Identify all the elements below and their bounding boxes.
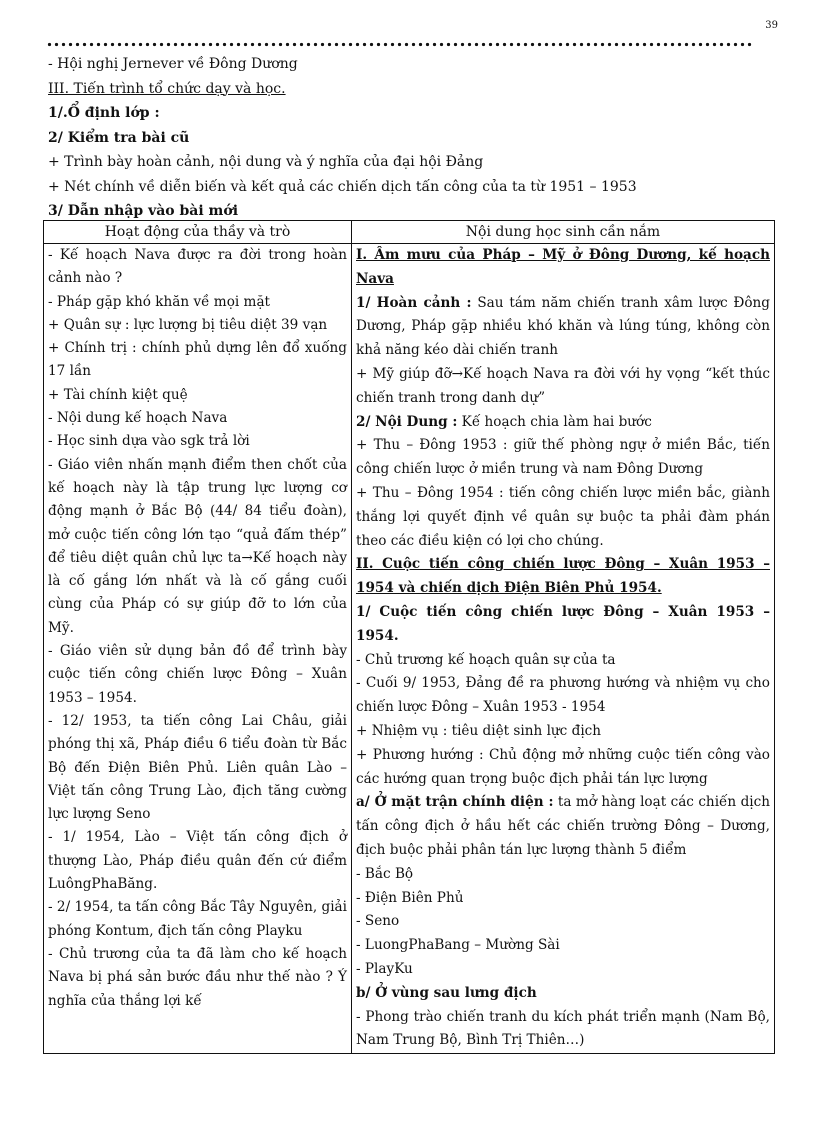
content-line — [356, 791, 770, 862]
content-line: + Mỹ giúp đỡ→Kế hoạch Nava ra đời với hy vọng “kết thúc chiến tranh trong danh dự” — [356, 365, 770, 406]
content-line: - PlayKu — [356, 960, 413, 977]
page-number: 39 — [765, 20, 778, 31]
step-heading: 3/ Dẫn nhập vào bài mới — [48, 203, 239, 219]
content-line: - Chủ trương kế hoạch quân sự của ta — [356, 651, 616, 668]
content-text: Sau tám năm chiến tranh xâm lược Đông Dương, Pháp gặp nhiều khó khăn và lúng túng, không còn khả năng kéo dài chiến tranh — [356, 294, 771, 359]
teacher-activity-cell — [44, 244, 352, 1054]
content-line: - Cuối 9/ 1953, Đảng đề ra phương hướng và nhiệm vụ cho chiến lược Đông – Xuân 1953 - 1954 — [356, 675, 770, 716]
step-heading: 2/ Kiểm tra bài cũ — [48, 129, 190, 146]
activity-line: + Quân sự : lực lượng bị tiêu diệt 39 vạn — [48, 316, 328, 333]
activity-line: - Pháp gặp khó khăn về mọi mặt — [48, 293, 271, 310]
content-line: - Bắc Bộ — [356, 865, 414, 882]
activity-line: + Chính trị : chính phủ dựng lên đổ xuống 17 lần — [48, 340, 347, 380]
activity-line: - Kế hoạch Nava được ra đời trong hoàn cảnh nào ? — [48, 247, 347, 287]
content-text: Kế hoạch chia làm hai bước — [457, 413, 652, 430]
content-line: b/ Ở vùng sau lưng địch — [356, 984, 537, 1001]
content-line: 1/ Cuộc tiến công chiến lược Đông – Xuân 1953 – 1954. — [356, 603, 770, 644]
intro-line: + Nét chính về diễn biến và kết quả các chiến dịch tấn công của ta từ 1951 – 1953 — [48, 178, 637, 195]
dotted-separator — [46, 42, 754, 47]
intro-line: - Hội nghị Jernever về Đông Dương — [48, 56, 298, 72]
activity-line: - 2/ 1954, ta tấn công Bắc Tây Nguyên, giải phóng Kontum, địch tấn công Playku — [48, 899, 347, 939]
content-line: + Phương hướng : Chủ động mở những cuộc tiến công vào các hướng quan trọng buộc địch phải tán lực lượng — [356, 746, 770, 787]
header-teacher-activity: Hoạt động của thầy và trò — [44, 221, 352, 244]
intro-line: + Trình bày hoàn cảnh, nội dung và ý nghĩa của đại hội Đảng — [48, 154, 484, 170]
table-body-row — [44, 244, 775, 1054]
content-line: I. Âm mưu của Pháp – Mỹ ở Đông Dương, kế hoạch Nava — [356, 247, 770, 287]
activity-line: - 1/ 1954, Lào – Việt tấn công địch ở thượng Lào, Pháp điều quân đến cứ điểm LuôngPhaBăng. — [48, 829, 347, 893]
lesson-table — [43, 220, 775, 1054]
content-line: - Điện Biên Phủ — [356, 889, 464, 906]
content-line: II. Cuộc tiến công chiến lược Đông – Xuân 1953 – 1954 và chiến dịch Điện Biên Phủ 1954. — [356, 556, 770, 597]
content-label: 1/ Hoàn cảnh : — [356, 294, 472, 311]
header-student-content: Nội dung học sinh cần nắm — [352, 221, 775, 244]
section-heading: III. Tiến trình tổ chức dạy và học. — [48, 80, 286, 97]
lesson-intro — [48, 52, 768, 224]
content-text: ta mở hàng loạt các chiến dịch tấn công địch ở hầu hết các chiến trường Đông – Dương, địch buộc phải phân tán lực lượng thành 5 điểm — [356, 794, 770, 858]
content-line — [356, 411, 770, 435]
student-content-cell — [352, 244, 775, 1054]
activity-line: - Giáo viên sử dụng bản đồ để trình bày cuộc tiến công chiến lược Đông – Xuân 1953 – 1954. — [48, 643, 347, 706]
content-line: - Phong trào chiến tranh du kích phát triển mạnh (Nam Bộ, Nam Trung Bộ, Bình Trị Thiên…) — [356, 1008, 770, 1049]
content-line — [356, 292, 770, 363]
activity-line: - Chủ trương của ta đã làm cho kế hoạch Nava bị phá sản bước đầu như thế nào ? Ý nghĩa của thắng lợi kế — [48, 945, 347, 1009]
content-line: - Seno — [356, 913, 400, 930]
content-label: a/ Ở mặt trận chính diện : — [356, 794, 554, 811]
content-line: - LuongPhaBang – Mường Sài — [356, 937, 560, 954]
content-line: + Nhiệm vụ : tiêu diệt sinh lực địch — [356, 722, 602, 739]
table-header-row — [44, 221, 775, 244]
activity-line: - Nội dung kế hoạch Nava — [48, 410, 228, 427]
content-label: 2/ Nội Dung : — [356, 413, 458, 430]
activity-line: - 12/ 1953, ta tiến công Lai Châu, giải phóng thị xã, Pháp điều 6 tiểu đoàn từ Bắc Bộ đến Điện Biên Phủ. Liên quân Lào – Việt tấn công Trung Lào, địch tăng cường lực lượng Seno — [48, 712, 347, 823]
content-line: + Thu – Đông 1954 : tiến công chiến lược miền bắc, giành thắng lợi quyết định về quân sự buộc ta phải đàm phán theo các điều kiện có lợi cho chúng. — [356, 484, 770, 549]
activity-line: - Học sinh dựa vào sgk trả lời — [48, 433, 250, 450]
content-line: + Thu – Đông 1953 : giữ thế phòng ngự ở miền Bắc, tiến công chiến lược ở miền trung và nam Đông Dương — [356, 437, 770, 478]
activity-line: + Tài chính kiệt quệ — [48, 386, 188, 403]
activity-line: - Giáo viên nhấn mạnh điểm then chốt của kế hoạch này là tập trung lực lượng cơ động mạnh ở Bắc Bộ (44/ 84 tiểu đoàn), mở cuộc tiến công lớn tạo “quả đấm thép” để tiêu diệt quân chủ lực ta→Kế hoạch này là cố gắng lớn nhất và là cố gắng cuối cùng của Pháp có sự giúp đỡ to lớn của Mỹ. — [48, 456, 347, 636]
step-heading: 1/.Ổ định lớp : — [48, 105, 160, 121]
